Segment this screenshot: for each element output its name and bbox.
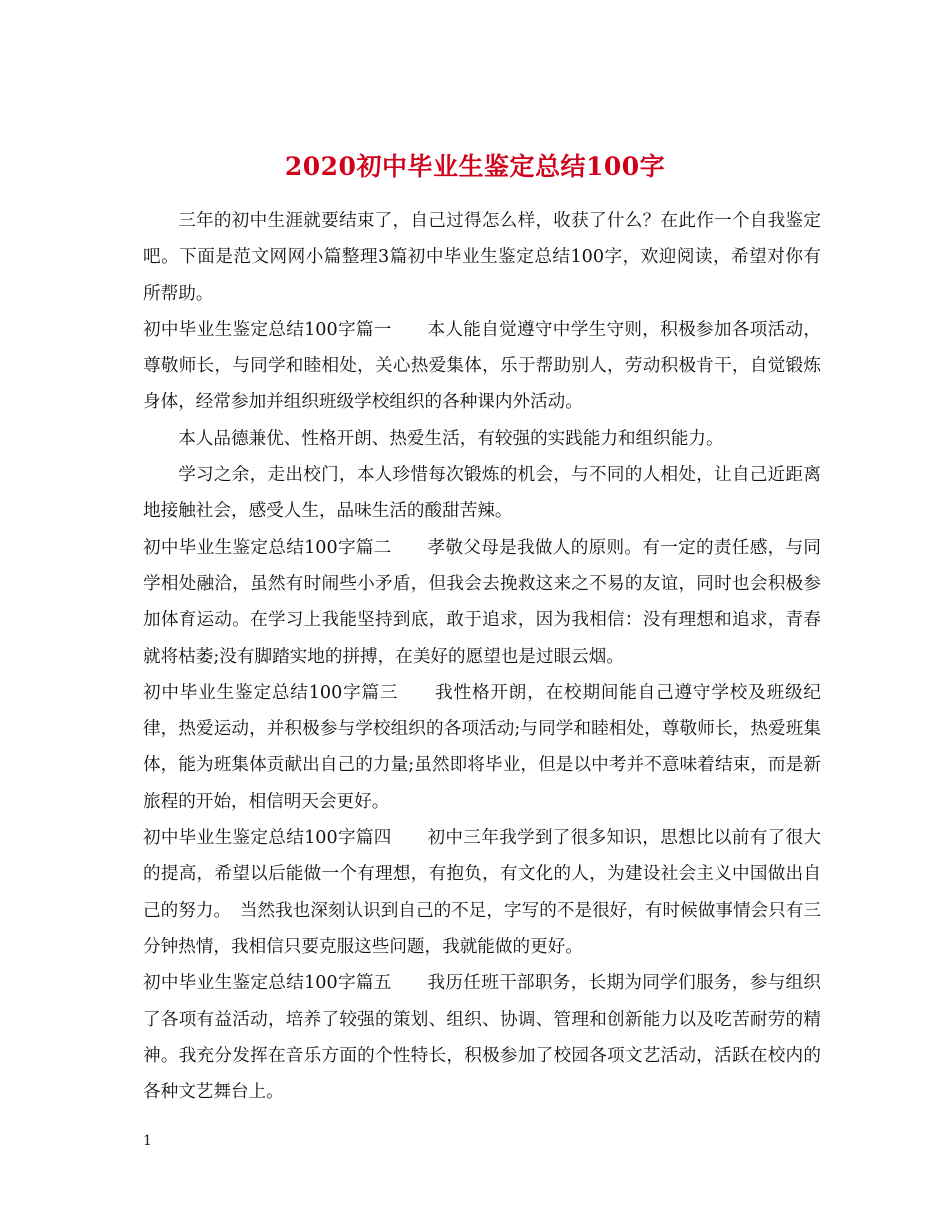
page-number: 1 [143, 1133, 152, 1149]
section-one-continued-paragraph: 本人品德兼优、性格开朗、热爱生活，有较强的实践能力和组织能力。 [178, 428, 724, 449]
section-four-paragraph: 初中毕业生鉴定总结100字篇四 初中三年我学到了很多知识，思想比以前有了很大的提高，希望以后能做一个有理想，有抱负，有文化的人，为建设社会主义中国做出自己的努力。 当然我也深刻认识到自己的不足，字写的不是很好，有时候做事情会只有三分钟热情，我相信只要克服这些问题，我就能做的更好。 [143, 828, 821, 957]
section-one-paragraph: 初中毕业生鉴定总结100字篇一 本人能自觉遵守中学生守则，积极参加各项活动，尊敬师长，与同学和睦相处，关心热爱集体，乐于帮助别人，劳动积极肯干，自觉锻炼身体，经常参加并组织班级学校组织的各种课内外活动。 [143, 319, 821, 413]
section-five-paragraph: 初中毕业生鉴定总结100字篇五 我历任班干部职务，长期为同学们服务，参与组织了各项有益活动，培养了较强的策划、组织、协调、管理和创新能力以及吃苦耐劳的精神。我充分发挥在音乐方面的个性特长，积极参加了校园各项文艺活动，活跃在校内的各种文艺舞台上。 [143, 973, 821, 1103]
intro-paragraph: 三年的初中生涯就要结束了，自己过得怎么样，收获了什么？在此作一个自我鉴定吧。下面是范文网网小篇整理3篇初中毕业生鉴定总结100字，欢迎阅读，希望对你有所帮助。 [143, 211, 821, 304]
document-body [143, 203, 821, 1110]
section-one-continued-paragraph: 学习之余，走出校门，本人珍惜每次锻炼的机会，与不同的人相处，让自己近距离地接触社会，感受人生，品味生活的酸甜苦辣。 [143, 465, 821, 522]
document-title: 2020初中毕业生鉴定总结100字 [284, 151, 666, 181]
section-two-paragraph: 初中毕业生鉴定总结100字篇二 孝敬父母是我做人的原则。有一定的责任感，与同学相处融洽，虽然有时闹些小矛盾，但我会去挽救这来之不易的友谊，同时也会积极参加体育运动。在学习上我能坚持到底，敢于追求，因为我相信：没有理想和追求，青春就将枯萎;没有脚踏实地的拼搏，在美好的愿望也是过眼云烟。 [143, 537, 821, 667]
section-three-paragraph: 初中毕业生鉴定总结100字篇三 我性格开朗，在校期间能自己遵守学校及班级纪律，热爱运动，并积极参与学校组织的各项活动;与同学和睦相处，尊敬师长，热爱班集体，能为班集体贡献出自己的力量;虽然即将毕业，但是以中考并不意味着结束，而是新旅程的开始，相信明天会更好。 [143, 682, 821, 812]
